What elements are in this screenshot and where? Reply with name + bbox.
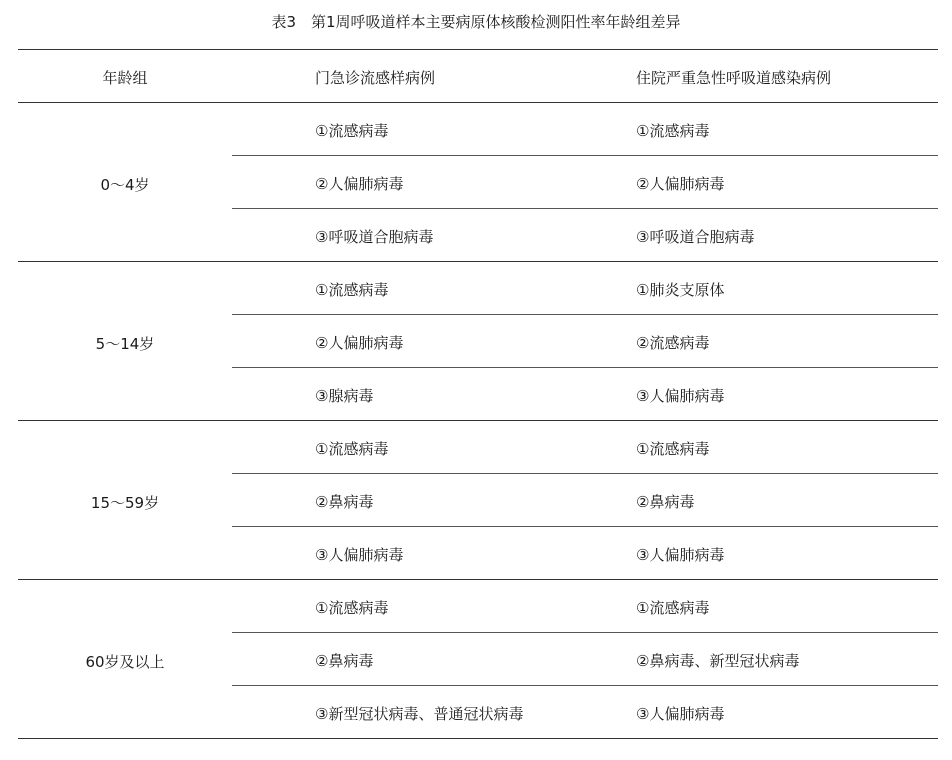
- row-divider: [232, 367, 938, 368]
- inpatient-pathogen: ②鼻病毒、新型冠状病毒: [636, 652, 800, 670]
- age-group-label: 0～4岁: [100, 176, 150, 194]
- outpatient-pathogen: ③人偏肺病毒: [315, 546, 404, 564]
- outpatient-pathogen: ①流感病毒: [315, 122, 389, 140]
- row-divider: [232, 526, 938, 527]
- inpatient-pathogen: ③呼吸道合胞病毒: [636, 228, 755, 246]
- header-bottom-rule: [18, 102, 938, 103]
- row-divider: [232, 314, 938, 315]
- inpatient-pathogen: ③人偏肺病毒: [636, 705, 725, 723]
- outpatient-pathogen: ②鼻病毒: [315, 493, 374, 511]
- group-divider: [18, 261, 938, 262]
- age-group-label: 5～14岁: [95, 335, 155, 353]
- outpatient-pathogen: ①流感病毒: [315, 440, 389, 458]
- outpatient-pathogen: ②人偏肺病毒: [315, 334, 404, 352]
- age-group-label: 60岁及以上: [85, 653, 165, 671]
- row-divider: [232, 473, 938, 474]
- header-age-group: 年龄组: [102, 69, 148, 87]
- inpatient-pathogen: ②人偏肺病毒: [636, 175, 725, 193]
- outpatient-pathogen: ②人偏肺病毒: [315, 175, 404, 193]
- header-outpatient: 门急诊流感样病例: [315, 69, 436, 87]
- group-divider: [18, 420, 938, 421]
- table-bottom-rule: [18, 738, 938, 739]
- row-divider: [232, 632, 938, 633]
- outpatient-pathogen: ①流感病毒: [315, 281, 389, 299]
- inpatient-pathogen: ①肺炎支原体: [636, 281, 725, 299]
- outpatient-pathogen: ③呼吸道合胞病毒: [315, 228, 434, 246]
- inpatient-pathogen: ③人偏肺病毒: [636, 546, 725, 564]
- inpatient-pathogen: ①流感病毒: [636, 440, 710, 458]
- table-top-rule: [18, 49, 938, 50]
- row-divider: [232, 155, 938, 156]
- row-divider: [232, 208, 938, 209]
- inpatient-pathogen: ②流感病毒: [636, 334, 710, 352]
- header-inpatient: 住院严重急性呼吸道感染病例: [636, 69, 832, 87]
- inpatient-pathogen: ①流感病毒: [636, 599, 710, 617]
- inpatient-pathogen: ①流感病毒: [636, 122, 710, 140]
- inpatient-pathogen: ②鼻病毒: [636, 493, 695, 511]
- row-divider: [232, 685, 938, 686]
- outpatient-pathogen: ③腺病毒: [315, 387, 374, 405]
- outpatient-pathogen: ③新型冠状病毒、普通冠状病毒: [315, 705, 524, 723]
- table-title: 表3 第1周呼吸道样本主要病原体核酸检测阳性率年龄组差异: [271, 13, 681, 31]
- inpatient-pathogen: ③人偏肺病毒: [636, 387, 725, 405]
- group-divider: [18, 579, 938, 580]
- outpatient-pathogen: ①流感病毒: [315, 599, 389, 617]
- age-group-label: 15～59岁: [90, 494, 160, 512]
- outpatient-pathogen: ②鼻病毒: [315, 652, 374, 670]
